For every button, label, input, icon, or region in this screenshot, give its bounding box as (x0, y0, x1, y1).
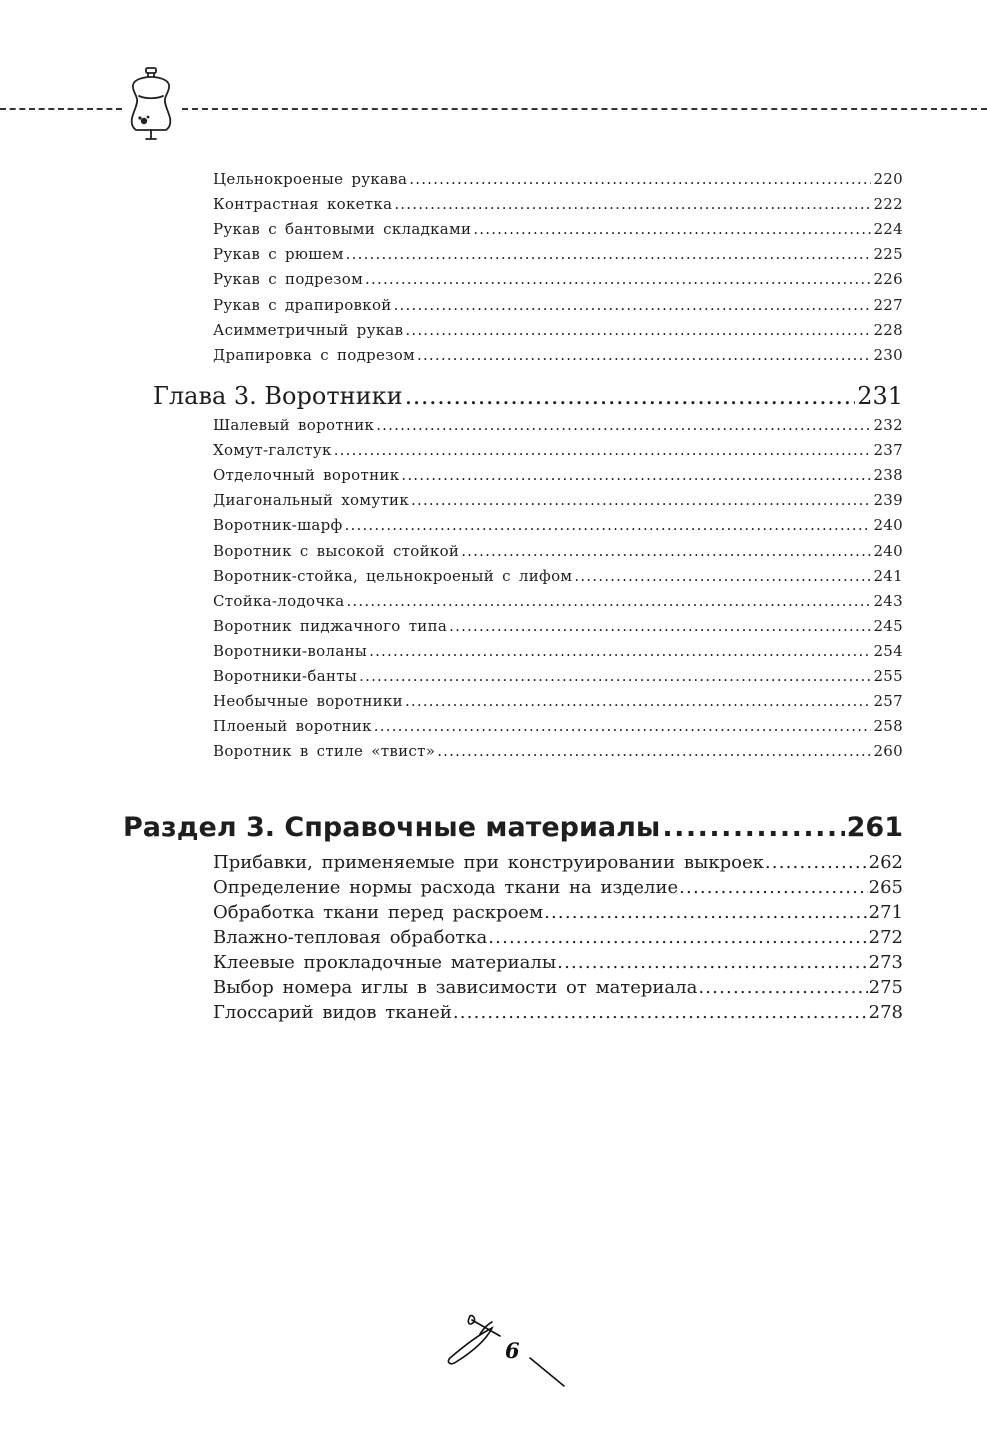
toc-entry-page-number: 225 (873, 245, 903, 264)
toc-entry-page-number: 278 (868, 1002, 903, 1023)
toc-entry-page-number: 240 (873, 516, 903, 535)
toc-entry-title: Диагональный хомутик (213, 491, 410, 510)
toc-entry-title: Прибавки, применяемые при конструировании выкроек (213, 852, 764, 873)
toc-entry-title: Хомут-галстук (213, 441, 332, 460)
chapter-title: Глава 3. Воротники (153, 382, 403, 410)
toc-entry-page-number: 237 (873, 441, 903, 460)
toc-entry-title: Плоеный воротник (213, 717, 372, 736)
leader-dots (376, 416, 871, 434)
toc-entry[interactable] (213, 642, 903, 660)
toc-entry[interactable] (213, 441, 903, 459)
toc-section-entry[interactable] (123, 812, 903, 843)
toc-entry-title: Воротники-банты (213, 667, 358, 685)
toc-entry-page-number: 255 (873, 667, 903, 685)
toc-entry-title: Обработка ткани перед раскроем (213, 902, 544, 923)
toc-entry-title: Влажно-тепловая обработка (213, 927, 488, 948)
toc-entry-page-number: 273 (868, 952, 903, 973)
toc-entry[interactable] (213, 170, 903, 188)
toc-entry-title: Стойка-лодочка (213, 591, 345, 610)
toc-entry-page-number: 275 (868, 977, 903, 998)
toc-entry[interactable] (213, 220, 903, 238)
leader-dots (662, 812, 844, 843)
leader-dots (574, 567, 871, 585)
leader-dots (409, 170, 871, 188)
leader-dots (345, 516, 872, 534)
leader-dots (359, 667, 871, 685)
toc-entry-title: Отделочный воротник (213, 466, 400, 485)
toc-entry[interactable] (213, 466, 903, 484)
toc-entry[interactable] (213, 516, 903, 534)
toc-entry-page-number: 232 (873, 416, 903, 434)
header-divider-right (182, 108, 987, 110)
leader-dots (401, 466, 871, 484)
toc-entry[interactable] (213, 952, 903, 973)
leader-dots (488, 927, 867, 948)
toc-entry[interactable] (213, 346, 903, 364)
toc-entry[interactable] (213, 270, 903, 288)
leader-dots (449, 617, 871, 635)
toc-entry[interactable] (213, 1002, 903, 1023)
leader-dots (453, 1002, 868, 1023)
toc-entry-title: Контрастная кокетка (213, 195, 393, 214)
toc-entry-page-number: 243 (873, 591, 903, 610)
toc-entry[interactable] (213, 567, 903, 585)
toc-entry-title: Рукав с бантовыми складками (213, 220, 472, 239)
toc-entry-page-number: 222 (873, 195, 903, 214)
toc-entry-title: Рукав с рюшем (213, 245, 344, 264)
leader-dots (394, 296, 872, 314)
toc-entry-page-number: 272 (868, 927, 903, 948)
toc-entry[interactable] (213, 692, 903, 710)
toc-entry-title: Асимметричный рукав (213, 320, 404, 339)
leader-dots (346, 245, 872, 263)
toc-entry[interactable] (213, 416, 903, 434)
toc-entry-page-number: 230 (873, 345, 903, 364)
toc-entry[interactable] (213, 321, 903, 339)
leader-dots (405, 692, 872, 710)
toc-entry-page-number: 238 (873, 466, 903, 485)
toc-entry-title: Воротник-шарф (213, 516, 343, 535)
toc-entry-page-number: 271 (868, 902, 903, 923)
leader-dots (405, 382, 856, 410)
toc-entry-title: Цельнокроеные рукава (213, 170, 408, 188)
toc-entry-title: Драпировка с подрезом (213, 345, 415, 364)
toc-chapter-entry[interactable] (153, 382, 903, 410)
toc-entry-page-number: 258 (873, 717, 903, 736)
toc-entry-page-number: 241 (873, 566, 903, 585)
header-divider-left (0, 108, 122, 110)
leader-dots (346, 592, 871, 610)
leader-dots (369, 642, 871, 660)
toc-entry-title: Шалевый воротник (213, 416, 375, 434)
toc-entry-title: Необычные воротники (213, 692, 403, 711)
toc-entry[interactable] (213, 977, 903, 998)
toc-entry[interactable] (213, 195, 903, 213)
section-title: Раздел 3. Справочные материалы (123, 812, 661, 843)
toc-entry[interactable] (213, 877, 903, 898)
toc-entry-page-number: 227 (873, 295, 903, 314)
leader-dots (557, 952, 867, 973)
toc-entry-title: Клеевые прокладочные материалы (213, 952, 557, 973)
toc-entry-page-number: 260 (873, 742, 903, 761)
toc-entry[interactable] (213, 902, 903, 923)
toc-entry-page-number: 265 (868, 877, 903, 898)
page-number: 6 (505, 1338, 520, 1363)
leader-dots (374, 717, 872, 735)
toc-entry-page-number: 254 (873, 641, 903, 660)
toc-entry-title: Выбор номера иглы в зависимости от материала (213, 977, 698, 998)
leader-dots (544, 902, 868, 923)
leader-dots (698, 977, 867, 998)
leader-dots (417, 346, 871, 364)
leader-dots (365, 270, 871, 288)
toc-entry-title: Воротники-воланы (213, 641, 368, 660)
toc-entry[interactable] (213, 245, 903, 263)
toc-entry-title: Воротник пиджачного типа (213, 616, 448, 635)
toc-entry-page-number: 245 (873, 616, 903, 635)
toc-entry-page-number: 228 (873, 320, 903, 339)
leader-dots (437, 742, 871, 760)
leader-dots (334, 441, 872, 459)
leader-dots (405, 321, 871, 339)
leader-dots (473, 220, 871, 238)
toc-entry-page-number: 240 (873, 541, 903, 560)
toc-entry-page-number: 257 (873, 692, 903, 711)
toc-entry[interactable] (213, 592, 903, 610)
toc-entry-page-number: 220 (873, 170, 903, 188)
leader-dots (394, 195, 871, 213)
toc-entry-title: Воротник с высокой стойкой (213, 541, 460, 560)
toc-entry[interactable] (213, 491, 903, 509)
leader-dots (679, 877, 868, 898)
toc-entry-title: Рукав с подрезом (213, 270, 364, 289)
toc-entry[interactable] (213, 667, 903, 685)
dress-form-icon (124, 66, 178, 142)
section-page-number: 261 (846, 812, 903, 843)
toc-entry[interactable] (213, 296, 903, 314)
toc-entry-page-number: 224 (873, 220, 903, 239)
toc-entry-title: Воротник в стиле «твист» (213, 742, 436, 761)
chapter-page-number: 231 (857, 382, 903, 410)
leader-dots (765, 852, 868, 873)
leader-dots (411, 491, 871, 509)
toc-entry-title: Рукав с драпировкой (213, 295, 392, 314)
toc-entry[interactable] (213, 617, 903, 635)
toc-entry[interactable] (213, 742, 903, 760)
toc-entry[interactable] (213, 852, 903, 873)
toc-entry-page-number: 239 (873, 491, 903, 510)
leader-dots (461, 542, 871, 560)
toc-entry-page-number: 226 (873, 270, 903, 289)
toc-entry-page-number: 262 (868, 852, 903, 873)
toc-entry[interactable] (213, 927, 903, 948)
toc-entry-title: Глоссарий видов тканей (213, 1002, 452, 1023)
toc-entry-title: Воротник-стойка, цельнокроеный с лифом (213, 566, 573, 585)
toc-entry-title: Определение нормы расхода ткани на изделие (213, 877, 679, 898)
toc-entry[interactable] (213, 717, 903, 735)
toc-entry[interactable] (213, 542, 903, 560)
